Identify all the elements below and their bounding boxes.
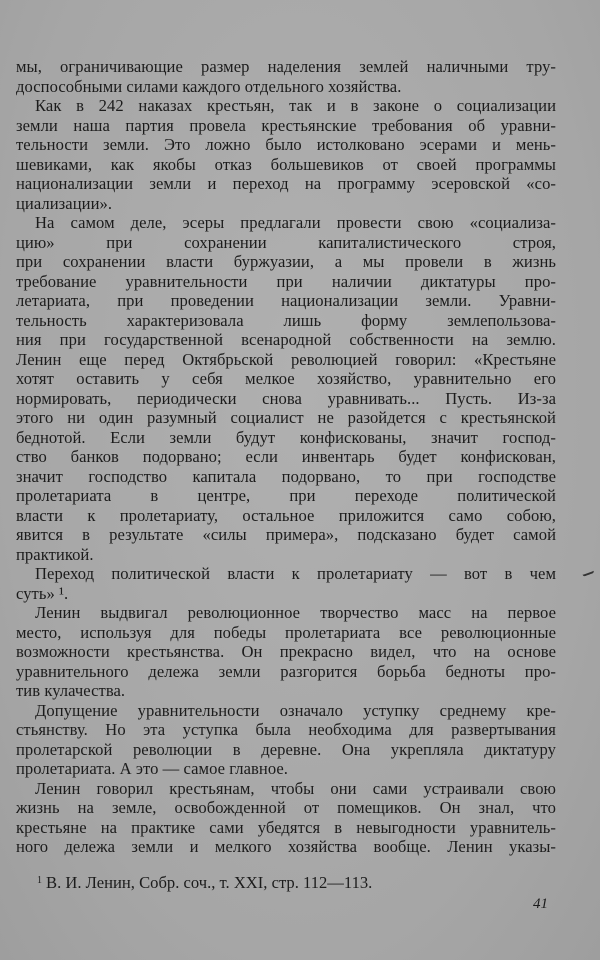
text-line: пролетариата в центре, при переходе политической <box>16 486 556 505</box>
text-line: возможности крестьянства. Он прекрасно видел, что на основе <box>16 642 556 661</box>
page-body <box>16 57 556 857</box>
text-line: ство банков подорвано; если инвентарь будет конфискован, <box>16 447 556 466</box>
text-line: Переход политической власти к пролетариату — вот в чем <box>35 564 556 583</box>
text-line: требование уравнительности при наличии диктатуры про- <box>16 271 556 291</box>
text-line: хотят оставить у себя мелкое хозяйство, уравнительно его <box>16 369 556 388</box>
footnote-marker: 1 <box>37 875 42 886</box>
text-line: суть» ¹. <box>16 583 69 603</box>
text-line: мы, ограничивающие размер наделения землей наличными тру- <box>16 57 556 76</box>
text-line: пролетариата. А это — самое главное. <box>16 759 289 778</box>
text-line: этого ни один разумный социалист не разойдется с крестьянской <box>16 408 556 427</box>
footnote <box>37 873 372 893</box>
text-line: нормировать, периодически снова уравнивать... Пусть. Из-за <box>16 388 556 408</box>
text-line: циализации». <box>16 193 113 213</box>
text-line: уравнительного дележа земли разгорится борьба бедноты про- <box>16 661 556 681</box>
text-line: шевиками, как якобы отказ большевиков от своей программы <box>16 154 556 174</box>
text-line: при сохранении власти буржуазии, а мы провели в жизнь <box>16 252 556 271</box>
text-line: Ленин говорил крестьянам, чтобы они сами устраивали свою <box>35 778 556 798</box>
text-line: летариата, при проведении национализации земли. Уравни- <box>16 291 556 310</box>
text-line: значит господство капитала подорвано, то при господстве <box>16 466 556 486</box>
text-line: явится в результате «силы примера», подсказано будет самой <box>16 525 556 544</box>
text-line: земли наша партия провела крестьянские требования об уравни- <box>16 115 556 135</box>
text-line: крестьяне на практике сами убедятся в невыгодности уравнитель- <box>16 817 556 837</box>
text-line: Допущение уравнительности означало уступку среднему кре- <box>35 700 556 720</box>
text-line: На самом деле, эсеры предлагали провести свою «социализа- <box>35 213 556 232</box>
text-line: тельности земли. Это ложно было истолковано эсерами и мень- <box>16 135 556 154</box>
text-line: пролетарской революции в деревне. Она укрепляла диктатуру <box>16 739 556 759</box>
text-line: стьянству. Но эта уступка была необходима для развертывания <box>16 720 556 739</box>
text-line: беднотой. Если земли будут конфискованы, значит господ- <box>16 427 556 447</box>
text-line: жизнь на земле, освобожденной от помещиков. Он знал, что <box>16 798 556 817</box>
footnote-text: В. И. Ленин, Собр. соч., т. XXI, стр. 112—113. <box>46 873 373 892</box>
margin-mark <box>582 568 595 577</box>
text-line: ного дележа земли и мелкого хозяйства вообще. Ленин указы- <box>16 837 556 856</box>
text-line: цию» при сохранении капиталистического строя, <box>16 232 556 252</box>
text-line: Ленин выдвигал революционное творчество масс на первое <box>35 603 556 622</box>
text-line: Как в 242 наказах крестьян, так и в законе о социализации <box>35 96 556 115</box>
text-line: место, используя для победы пролетариата все революционные <box>16 622 556 642</box>
text-line: тив кулачества. <box>16 681 126 700</box>
text-line: власти к пролетариату, остальное приложится само собою, <box>16 505 556 525</box>
text-line: ния при государственной всенародной собственности на землю. <box>16 330 556 349</box>
text-line: доспособными силами каждого отдельного хозяйства. <box>16 76 402 96</box>
text-line: практикой. <box>16 544 94 564</box>
page-number: 41 <box>533 896 548 912</box>
text-line: Ленин еще перед Октябрьской революцией говорил: «Крестьяне <box>16 349 556 369</box>
text-line: тельность характеризовала лишь форму землепользова- <box>16 310 556 330</box>
text-line: национализации земли и переход на программу эсеровской «со- <box>16 174 556 193</box>
